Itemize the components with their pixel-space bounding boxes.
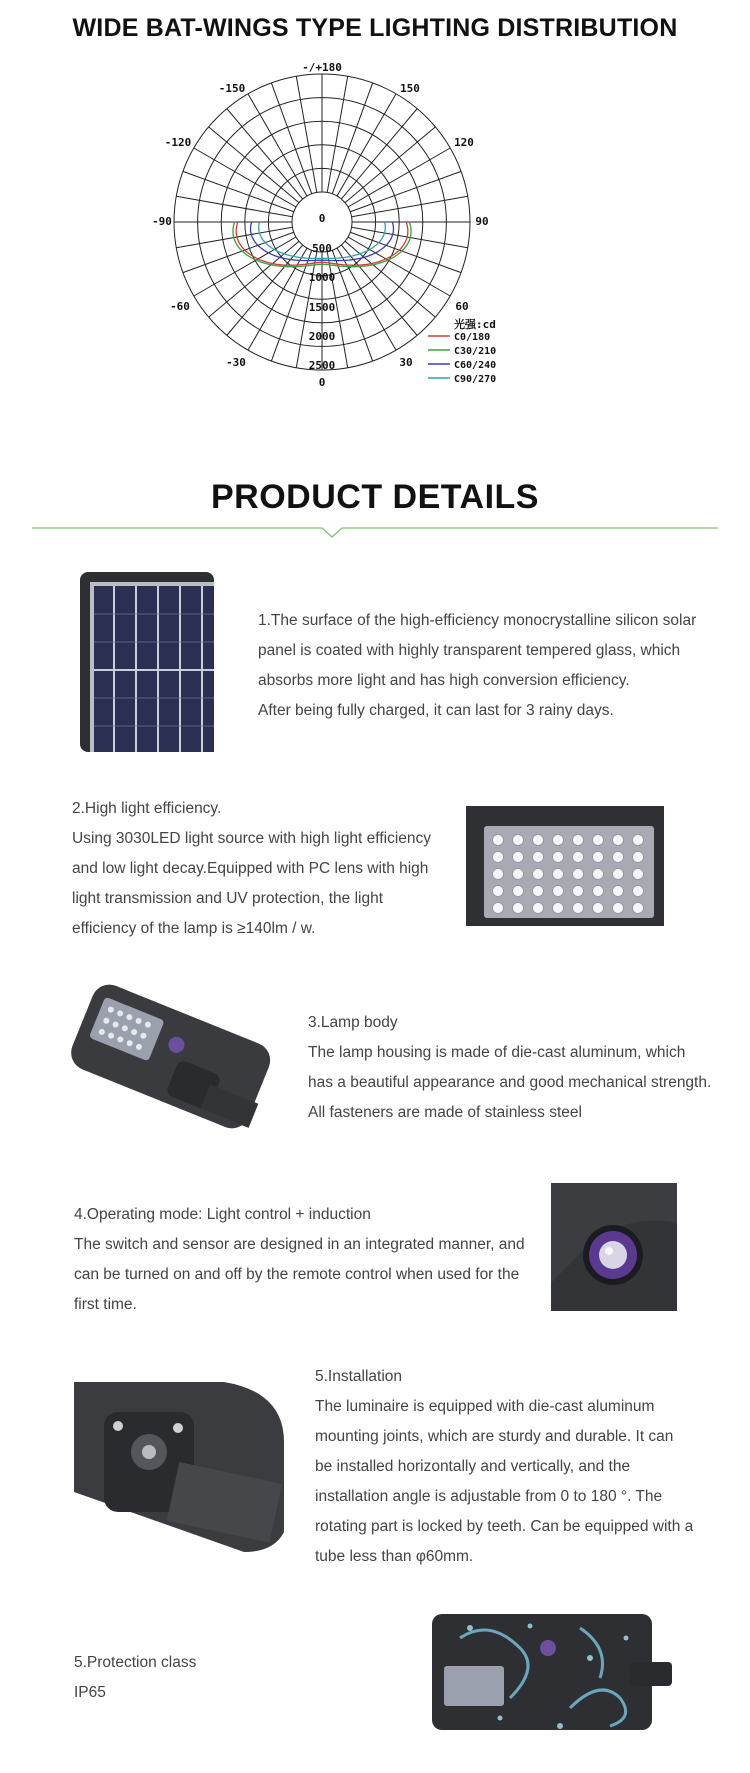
detail-4-title: 4.Operating mode: Light control + induction	[74, 1206, 371, 1223]
detail-2-line: and low light decay.Equipped with PC lens with high	[72, 860, 429, 877]
radial-label: 1000	[308, 271, 336, 284]
led-chip	[613, 852, 624, 863]
legend-entry: C60/240	[454, 360, 497, 371]
led-chip	[573, 869, 584, 880]
waterproof-lamp-photo	[430, 1608, 675, 1736]
angle-label-upper-right: 150	[400, 82, 420, 95]
led-chip	[633, 835, 644, 846]
legend-entry: C30/210	[454, 346, 497, 357]
led-chip	[493, 903, 504, 914]
detail-1-line: absorbs more light and has high conversion efficiency.	[258, 672, 630, 689]
detail-2-line: Using 3030LED light source with high light efficiency	[72, 830, 431, 847]
led-chip	[573, 852, 584, 863]
unit-label: 光强:cd	[454, 318, 496, 331]
radial-label: 2500	[308, 359, 336, 372]
detail-5-line: be installed horizontally and vertically, and the	[315, 1458, 631, 1475]
detail-6-title: 5.Protection class	[74, 1654, 197, 1671]
led-chip	[493, 869, 504, 880]
radial-label: 2000	[308, 330, 336, 343]
detail-5-line: mounting joints, which are sturdy and durable. It can	[315, 1428, 674, 1445]
led-chip	[533, 835, 544, 846]
detail-5-line: installation angle is adjustable from 0 to 180 °. The	[315, 1488, 663, 1505]
angle-label-right-upper: 120	[454, 136, 474, 149]
led-chip	[493, 835, 504, 846]
radial-label: 500	[312, 242, 332, 255]
lamp-body-photo	[66, 980, 270, 1150]
detail-5-line: rotating part is locked by teeth. Can be equipped with a	[315, 1518, 694, 1535]
angle-label-right-lower: 60	[455, 300, 469, 313]
detail-1-text	[258, 606, 718, 726]
angle-label-upper-left: -150	[218, 82, 246, 95]
led-chip	[513, 869, 524, 880]
led-chip	[533, 869, 544, 880]
detail-1-line: panel is coated with highly transparent tempered glass, which	[258, 642, 681, 659]
led-chip	[513, 852, 524, 863]
detail-6-line: IP65	[74, 1684, 106, 1701]
legend-entry: C90/270	[454, 374, 497, 385]
detail-4-line: can be turned on and off by the remote control when used for the	[74, 1266, 520, 1283]
led-chip	[573, 903, 584, 914]
led-chip	[513, 886, 524, 897]
led-chip	[573, 886, 584, 897]
detail-2-line: efficiency of the lamp is ≥140lm / w.	[72, 920, 316, 937]
detail-4-line: The switch and sensor are designed in an integrated manner, and	[74, 1236, 525, 1253]
led-chip	[593, 835, 604, 846]
detail-4-text	[74, 1200, 554, 1320]
legend-entry: C0/180	[454, 332, 491, 343]
angle-label-left-lower: -60	[170, 300, 190, 313]
led-chip	[593, 903, 604, 914]
led-chip	[513, 835, 524, 846]
led-chip	[613, 903, 624, 914]
product-details-title: PRODUCT DETAILS	[211, 478, 539, 516]
detail-3-line: All fasteners are made of stainless steel	[308, 1104, 582, 1121]
detail-3-line: has a beautiful appearance and good mechanical strength.	[308, 1074, 712, 1091]
distribution-legend	[428, 332, 496, 385]
led-chip	[633, 903, 644, 914]
detail-5-title: 5.Installation	[315, 1368, 403, 1385]
led-chip	[533, 852, 544, 863]
led-chip	[593, 869, 604, 880]
led-chip	[633, 852, 644, 863]
angle-label-lower-right: 30	[399, 356, 413, 369]
led-chip	[553, 886, 564, 897]
detail-4-line: first time.	[74, 1296, 137, 1313]
led-chip	[613, 835, 624, 846]
led-chip	[613, 869, 624, 880]
detail-6-text	[74, 1648, 374, 1708]
led-chip	[553, 903, 564, 914]
radial-label: 0	[318, 212, 326, 225]
solar-panel-photo	[80, 572, 214, 752]
led-chip	[513, 903, 524, 914]
led-chip	[633, 869, 644, 880]
led-chip	[553, 835, 564, 846]
detail-1-line: After being fully charged, it can last for 3 rainy days.	[258, 702, 614, 719]
detail-2-line: light transmission and UV protection, the light	[72, 890, 384, 907]
led-chip	[593, 886, 604, 897]
led-chip	[593, 852, 604, 863]
angle-label-lower-left: -30	[226, 356, 246, 369]
led-chip	[493, 886, 504, 897]
mounting-joint-photo	[74, 1382, 284, 1560]
detail-1-title: 1.The surface of the high-efficiency monocrystalline silicon solar	[258, 612, 697, 629]
detail-3-text	[308, 1008, 728, 1128]
led-module-photo	[466, 806, 664, 926]
angle-label-bottom: 0	[318, 376, 326, 389]
sensor-photo	[551, 1183, 677, 1311]
led-chip	[613, 886, 624, 897]
detail-2-title: 2.High light efficiency.	[72, 800, 222, 817]
detail-2-text	[72, 794, 472, 944]
detail-5-line: tube less than φ60mm.	[315, 1548, 474, 1565]
radial-label: 1500	[308, 301, 336, 314]
led-chip	[533, 903, 544, 914]
led-chip	[533, 886, 544, 897]
led-chip	[553, 852, 564, 863]
led-chip	[633, 886, 644, 897]
distribution-title: WIDE BAT-WINGS TYPE LIGHTING DISTRIBUTION	[72, 14, 678, 42]
detail-5-line: The luminaire is equipped with die-cast aluminum	[315, 1398, 655, 1415]
detail-3-line: The lamp housing is made of die-cast aluminum, which	[308, 1044, 686, 1061]
polar-distribution-diagram	[152, 58, 580, 458]
angle-label-left: -90	[152, 215, 172, 228]
detail-3-title: 3.Lamp body	[308, 1014, 398, 1031]
detail-5-text	[315, 1362, 725, 1572]
led-chip	[553, 869, 564, 880]
led-chip	[493, 852, 504, 863]
led-chip	[573, 835, 584, 846]
angle-label-top: -/+180	[302, 61, 342, 74]
angle-label-left-upper: -120	[164, 136, 192, 149]
angle-label-right: 90	[475, 215, 489, 228]
